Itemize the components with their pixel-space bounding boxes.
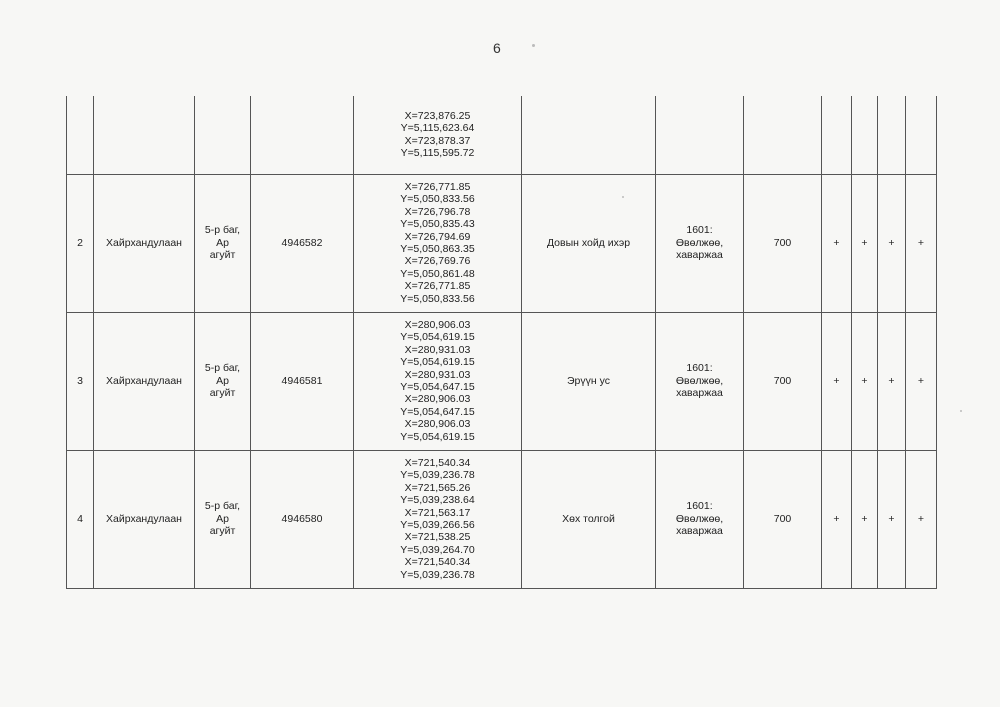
land-use-cell	[656, 450, 744, 588]
land-use-cell-line: хаваржаа	[676, 249, 723, 262]
coordinates-cell-line: Y=5,054,619.15	[400, 430, 475, 443]
mark-cell-4	[906, 96, 937, 174]
mark-cell-4: +	[906, 174, 937, 312]
coordinates-cell-line: X=280,931.03	[404, 343, 471, 356]
table-row	[67, 312, 937, 450]
coordinates-cell-line: Y=5,039,238.64	[400, 494, 475, 507]
bag-cell-line: 5-р баг,	[204, 500, 241, 513]
coordinates-cell-line: Y=5,050,861.48	[400, 267, 475, 280]
place-name-cell: Довын хойд ихэр	[522, 174, 656, 312]
row-number-cell: 4	[67, 450, 94, 588]
bag-cell-line: Ар	[216, 374, 229, 387]
mark-cell-1: +	[822, 450, 852, 588]
mark-cell-4: +	[906, 450, 937, 588]
coordinates-cell	[354, 450, 522, 588]
coordinates-cell	[354, 96, 522, 174]
soum-name-cell: Хайрхандулаан	[94, 312, 195, 450]
coordinates-cell-line: Y=5,050,833.56	[400, 292, 475, 305]
coordinates-cell-line: Y=5,039,236.78	[400, 469, 475, 482]
coordinates-cell-line: X=280,906.03	[404, 318, 471, 331]
coordinates-cell-line: Y=5,115,623.64	[400, 122, 475, 135]
mark-cell-4: +	[906, 312, 937, 450]
land-use-cell-line: Өвөлжөө,	[675, 512, 724, 525]
bag-cell	[195, 96, 251, 174]
mark-cell-2: +	[852, 450, 878, 588]
parcel-id-cell: 4946582	[251, 174, 354, 312]
mark-cell-3	[878, 96, 906, 174]
bag-cell-line: агуйт	[209, 525, 236, 538]
land-parcel-table	[66, 96, 937, 589]
table-row	[67, 96, 937, 174]
bag-cell-line: агуйт	[209, 387, 236, 400]
coordinates-cell	[354, 174, 522, 312]
bag-cell-line: Ар	[216, 236, 229, 249]
coordinates-cell-line: Y=5,054,647.15	[400, 381, 475, 393]
table-row	[67, 450, 937, 588]
coordinates-cell-line: X=721,563.17	[404, 506, 471, 519]
coordinates-cell-line: Y=5,039,266.56	[400, 519, 475, 531]
coordinates-cell-line: Y=5,054,619.15	[400, 356, 475, 369]
soum-name-cell: Хайрхандулаан	[94, 174, 195, 312]
coordinates-cell-line: X=280,906.03	[404, 418, 471, 431]
coordinates-cell-line: X=726,771.85	[404, 180, 471, 193]
parcel-id-cell	[251, 96, 354, 174]
parcel-id-cell: 4946580	[251, 450, 354, 588]
land-use-cell-line: 1601:	[686, 362, 713, 375]
coordinates-cell-line: X=726,771.85	[404, 280, 471, 293]
coordinates-cell-line: X=726,796.78	[404, 205, 471, 218]
soum-name-cell: Хайрхандулаан	[94, 450, 195, 588]
place-name-cell: Эрүүн ус	[522, 312, 656, 450]
coordinates-cell-line: Y=5,039,264.70	[400, 543, 475, 556]
coordinates-cell-line: X=280,906.03	[404, 393, 471, 406]
land-use-cell	[656, 96, 744, 174]
bag-cell	[195, 450, 251, 588]
coordinates-cell-line: X=721,540.34	[404, 456, 471, 469]
coordinates-cell-line: Y=5,050,833.56	[400, 193, 475, 206]
area-cell: 700	[744, 174, 822, 312]
coordinates-cell-line: X=721,538.25	[404, 531, 471, 544]
bag-cell-line: агуйт	[209, 249, 236, 262]
land-use-cell-line: 1601:	[686, 224, 713, 237]
bag-cell-line: 5-р баг,	[204, 362, 241, 375]
coordinates-cell-line: X=726,769.76	[404, 255, 471, 268]
mark-cell-3: +	[878, 450, 906, 588]
bag-cell	[195, 312, 251, 450]
coordinates-cell-line: Y=5,050,835.43	[400, 218, 475, 231]
land-use-cell-line: хаваржаа	[676, 387, 723, 400]
place-name-cell: Хөх толгой	[522, 450, 656, 588]
land-use-cell-line: Өвөлжөө,	[675, 374, 724, 387]
mark-cell-2	[852, 96, 878, 174]
scan-speck	[622, 196, 624, 198]
mark-cell-3: +	[878, 312, 906, 450]
coordinates-cell-line: Y=5,050,863.35	[400, 243, 475, 255]
page-number: 6	[493, 40, 501, 56]
land-use-cell	[656, 312, 744, 450]
row-number-cell: 3	[67, 312, 94, 450]
coordinates-cell-line: X=723,876.25	[404, 109, 471, 122]
bag-cell-line: 5-р баг,	[204, 224, 241, 237]
mark-cell-2: +	[852, 174, 878, 312]
area-cell: 700	[744, 450, 822, 588]
coordinates-cell-line: X=723,878.37	[404, 134, 471, 147]
scan-speck	[532, 44, 535, 47]
area-cell: 700	[744, 312, 822, 450]
mark-cell-1: +	[822, 312, 852, 450]
parcel-id-cell: 4946581	[251, 312, 354, 450]
land-use-cell-line: Өвөлжөө,	[675, 236, 724, 249]
table-row	[67, 174, 937, 312]
coordinates-cell-line: X=280,931.03	[404, 368, 471, 381]
bag-cell-line: Ар	[216, 512, 229, 525]
mark-cell-1: +	[822, 174, 852, 312]
bag-cell	[195, 174, 251, 312]
scan-speck	[960, 410, 962, 412]
land-use-cell-line: хаваржаа	[676, 525, 723, 538]
row-number-cell: 2	[67, 174, 94, 312]
mark-cell-2: +	[852, 312, 878, 450]
coordinates-cell-line: Y=5,039,236.78	[400, 568, 475, 581]
mark-cell-3: +	[878, 174, 906, 312]
coordinates-cell-line: X=721,540.34	[404, 556, 471, 569]
row-number-cell	[67, 96, 94, 174]
place-name-cell	[522, 96, 656, 174]
coordinates-cell-line: Y=5,115,595.72	[400, 147, 475, 160]
soum-name-cell	[94, 96, 195, 174]
area-cell	[744, 96, 822, 174]
coordinates-cell-line: X=726,794.69	[404, 230, 471, 243]
land-use-cell-line: 1601:	[686, 500, 713, 513]
coordinates-cell-line: Y=5,054,619.15	[400, 331, 475, 344]
coordinates-cell	[354, 312, 522, 450]
coordinates-cell-line: Y=5,054,647.15	[400, 405, 475, 418]
coordinates-cell-line: X=721,565.26	[404, 481, 471, 494]
mark-cell-1	[822, 96, 852, 174]
land-use-cell	[656, 174, 744, 312]
